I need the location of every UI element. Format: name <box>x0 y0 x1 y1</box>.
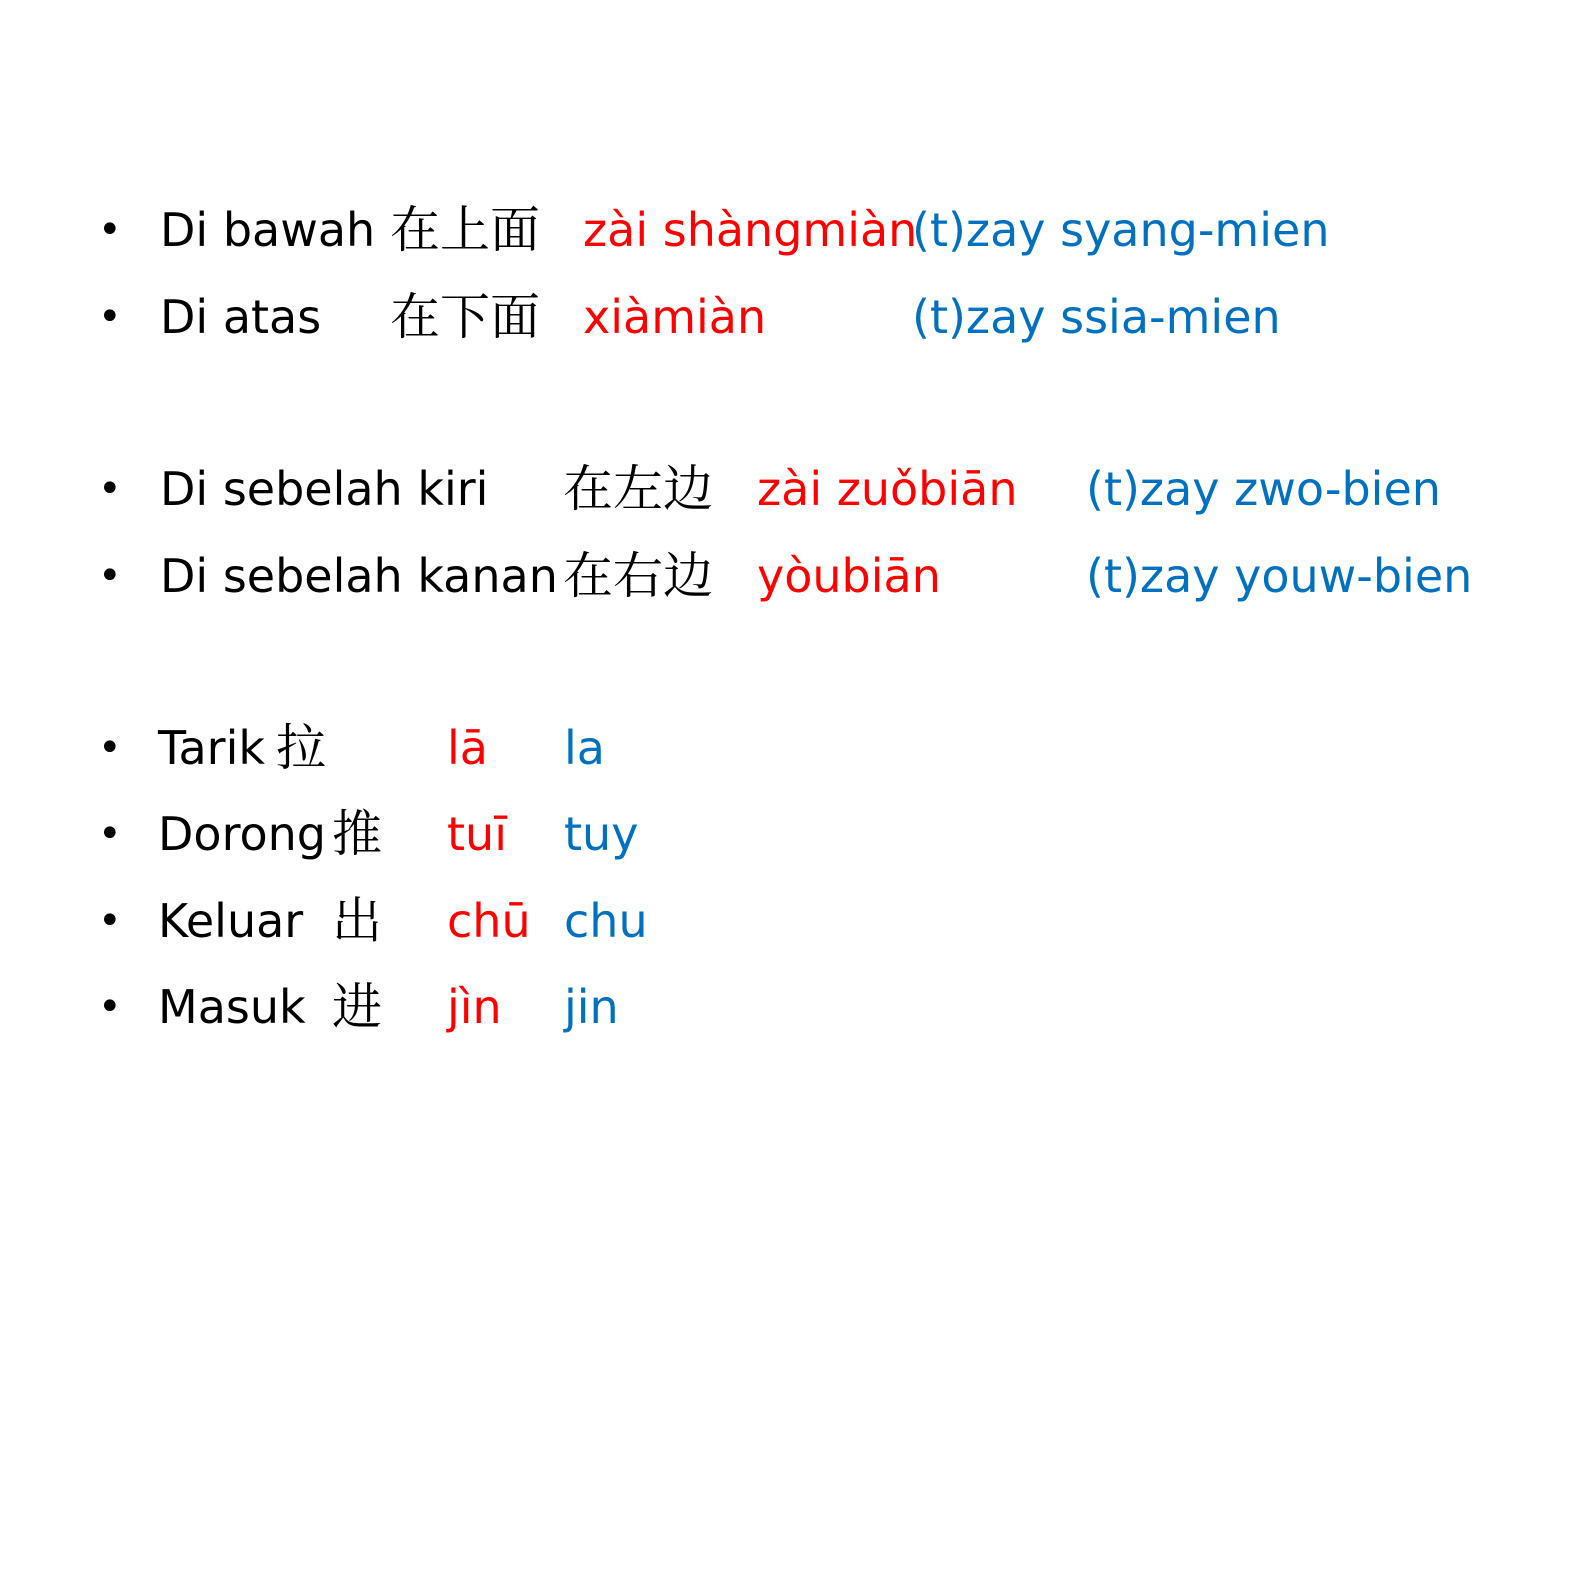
chinese-characters: 进 <box>332 978 382 1036</box>
indonesian-label: Di bawah <box>160 203 376 257</box>
bullet-icon: • <box>98 725 122 771</box>
indonesian-label: Masuk <box>158 980 306 1034</box>
phonetic-text: (t)zay syang-mien <box>912 203 1330 257</box>
bullet-icon: • <box>98 466 122 512</box>
indonesian-label: Di sebelah kanan <box>160 549 558 603</box>
pinyin-text: lā <box>447 721 488 775</box>
phonetic-text: la <box>564 721 605 775</box>
pinyin-text: zài zuǒbiān <box>757 462 1018 516</box>
phonetic-text: (t)zay zwo-bien <box>1086 462 1441 516</box>
bullet-icon: • <box>98 984 122 1030</box>
indonesian-label: Tarik <box>158 721 266 775</box>
chinese-characters: 在下面 <box>390 288 540 346</box>
indonesian-label: Di sebelah kiri <box>160 462 489 516</box>
bullet-icon: • <box>98 294 122 340</box>
phonetic-text: tuy <box>564 807 639 861</box>
pinyin-text: xiàmiàn <box>583 290 767 344</box>
chinese-characters: 在左边 <box>563 460 713 518</box>
bullet-icon: • <box>98 553 122 599</box>
pinyin-text: zài shàngmiàn <box>583 203 918 257</box>
pinyin-text: jìn <box>447 980 502 1034</box>
chinese-characters: 出 <box>332 892 382 950</box>
chinese-characters: 拉 <box>276 719 326 777</box>
pinyin-text: tuī <box>447 807 507 861</box>
chinese-characters: 推 <box>332 805 382 863</box>
indonesian-label: Di atas <box>160 290 322 344</box>
phonetic-text: chu <box>564 894 648 948</box>
bullet-icon: • <box>98 811 122 857</box>
phonetic-text: (t)zay youw-bien <box>1086 549 1473 603</box>
bullet-icon: • <box>98 207 122 253</box>
bullet-icon: • <box>98 898 122 944</box>
indonesian-label: Keluar <box>158 894 304 948</box>
phonetic-text: (t)zay ssia-mien <box>912 290 1281 344</box>
pinyin-text: yòubiān <box>757 549 941 603</box>
indonesian-label: Dorong <box>158 807 326 861</box>
pinyin-text: chū <box>447 894 531 948</box>
chinese-characters: 在上面 <box>390 201 540 259</box>
phonetic-text: jin <box>564 980 619 1034</box>
chinese-characters: 在右边 <box>563 547 713 605</box>
